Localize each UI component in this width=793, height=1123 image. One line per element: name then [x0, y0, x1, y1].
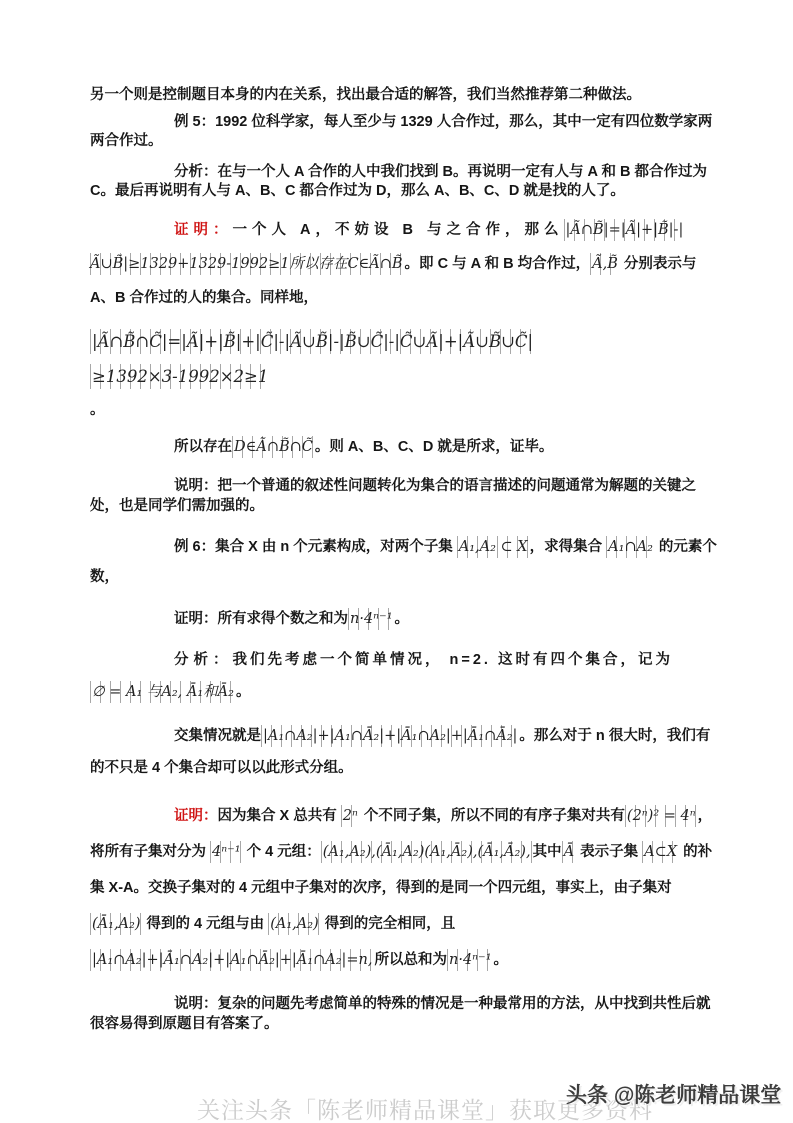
footer-watermark-light: 关注头条「陈老师精品课堂」获取更多资料: [197, 1097, 653, 1123]
proof6-text5: 其中: [532, 844, 562, 860]
proof5-intro: 一个人 A，不妨设 B 与之合作，那么: [232, 222, 564, 238]
analysis5-paragraph: [90, 163, 718, 201]
note6-text: 复杂的问题先考虑简单的特殊的情况是一种最常用的方法，从中找到共性后就很容易得到原题目有答案了。: [90, 996, 711, 1032]
formula-total-n-4-pow: n·4ⁿ⁻¹: [447, 949, 494, 971]
note6-paragraph: [90, 994, 718, 1034]
proof5-text2: 和 B 均合作过，: [484, 256, 591, 272]
example6-label: 例 6：: [174, 539, 216, 555]
formula-block-inclusion-exclusion-3sets: [90, 325, 718, 395]
analysis6-paragraph: [90, 644, 718, 708]
formula-pair-a1-a2: (A₁,A₂): [268, 913, 321, 935]
proof5-text1: 。即 C 与 A: [404, 256, 485, 272]
proof6-text6: 表示子集: [576, 844, 643, 860]
claim6-text1: 所有求得个数之和为: [217, 611, 348, 627]
claim6-paragraph: [90, 604, 718, 634]
proof6-text9: 得到的完全相同，且: [320, 916, 456, 932]
formula-sum-equals-n: |A₁∩A₂|+|Ā₁∩A₂|+|A₁∩Ā₂|+|Ā₁∩A₂|=n,: [90, 949, 375, 971]
intersections-paragraph: [90, 720, 718, 784]
proof6-text2: 个不同子集，所以不同的有序子集对共有: [359, 808, 625, 824]
formula-3sets-line2: ≥1392×3-1992×2≥1: [90, 364, 270, 389]
example5-label: 例 5：: [174, 114, 216, 130]
period-line: 。: [90, 402, 105, 418]
example6-text1: 集合 X 由 n 个元素构成，对两个子集: [215, 539, 457, 555]
note5-text: 把一个普通的叙述性问题转化为集合的语言描述的问题通常为解题的关键之处，也是同学们需加强的。: [90, 478, 696, 514]
proof6-text7: 的补集 X-A。交换子集对的 4 元组中子集对的次序，得到的是同一个四元组，事实上，由子集对: [90, 844, 713, 896]
formula-four-intersections: |A₁∩A₂|+|A₁∩Ā₂|+|Ā₁∩A₂|+|Ā₁∩Ā₂|: [261, 725, 519, 747]
proof6-text4: 个 4 元组：: [242, 844, 321, 860]
formula-quadruple-list: (A₁,A₂),(Ā₁,A₂)(A₁,Ā₂),(Ā₁,Ā₂),: [321, 841, 533, 863]
formula-pair-abar1-a2: (Ā₁,A₂): [90, 913, 143, 935]
formula-inclusion-exclusion-2sets: |Ã∩B̃|=|Ã|+|B̃|-|Ã∪B̃|≥1329+1329-1992≥1所以存在C∈Ã∩B̃: [90, 219, 683, 275]
proof6-text8: 得到的 4 元组与由: [142, 916, 269, 932]
proof6-text3: ，将所有子集对分为: [90, 808, 713, 860]
formula-a1-cap-a2: A₁∩A₂: [606, 536, 655, 558]
intersections-text2: 。那么对于 n 很大时，我们有的不只是 4 个集合却可以以此形式分组。: [90, 728, 711, 776]
analysis6-text2: 。: [235, 684, 251, 700]
formula-four-sets: ∅ = A₁ 与A₂, Ā₁和Ā₂: [90, 681, 236, 703]
note5-paragraph: [90, 476, 718, 516]
proof6-text1: 因为集合 X 总共有: [217, 808, 341, 824]
proof6-text10: 所以总和为: [374, 952, 447, 968]
formula-subsets-of-x: A₁,A₂ ⊂ X: [457, 536, 530, 558]
proof6-text11: 。: [493, 952, 509, 968]
example5-paragraph: [90, 113, 718, 151]
claim6-text2: 。: [394, 611, 410, 627]
note5-label: 说明：: [174, 478, 218, 494]
proof5-paragraph: [90, 213, 718, 315]
formula-3sets-line1: |Ã∩B̃∩C̃|=|Ã|+|B̃|+|C̃|-|Ã∪B̃|-|B̃∪C̃|-|C̃∪Ã|+|Ã∪B̃∪C̃|: [90, 329, 535, 354]
formula-exists-d: D∈Ã∩B̃∩C̃: [232, 436, 315, 458]
formula-a-subset-x: A⊂X: [642, 841, 679, 863]
proof6-paragraph: [90, 798, 718, 978]
proof6-label: 证明：: [174, 808, 218, 824]
analysis6-label: 分析：: [174, 652, 233, 668]
formula-2-pow-n: 2ⁿ: [341, 805, 360, 827]
footer-watermark-toutiao: 头条 @陈老师精品课堂: [566, 1084, 782, 1107]
example6-paragraph: [90, 532, 718, 592]
formula-n-4-pow: n·4ⁿ⁻¹: [348, 608, 395, 630]
analysis5-label: 分析：: [174, 164, 218, 180]
formula-set-names: Ã,B̃: [590, 253, 620, 275]
example6-text2: ，求得集合: [529, 539, 607, 555]
proof5-text3: 分别表示与 A、B 合作过的人的集合。同样地，: [90, 256, 697, 306]
conclusion5-text2: 。则 A、B、C、D 就是所求，证毕。: [314, 439, 554, 455]
example5-text: 1992 位科学家，每人至少与 1329 人合作过，那么，其中一定有四位数学家两两合作过。: [90, 114, 713, 149]
conclusion5-paragraph: [90, 432, 718, 462]
paragraph-intro: 另一个则是控制题目本身的内在关系，找出最合适的解答，我们当然推荐第二种做法。: [90, 87, 641, 103]
analysis6-text1: 我们先考虑一个简单情况， n=2. 这时有四个集合，记为: [232, 652, 673, 668]
document-body: [90, 86, 718, 1034]
analysis5-text: 在与一个人 A 合作的人中我们找到 B。再说明一定有人与 A 和 B 都合作过为 C。最后再说明有人与 A、B、C 都合作过为 D，那么 A、B、C、D 就是找的人了。: [90, 164, 708, 199]
note6-label: 说明：: [174, 996, 218, 1012]
proof5-label: 证明：: [174, 222, 233, 238]
intersections-text1: 交集情况就是: [174, 728, 261, 744]
formula-a-bar: Ā: [562, 841, 576, 863]
formula-4-pow-n-1: 4ⁿ⁻¹: [210, 841, 243, 863]
example6-text3: 的元素个数，: [90, 539, 717, 585]
formula-2n-squared: (2ⁿ)² = 4ⁿ: [625, 805, 698, 827]
claim6-label: 证明：: [174, 611, 218, 627]
conclusion5-text1: 所以存在: [174, 439, 232, 455]
